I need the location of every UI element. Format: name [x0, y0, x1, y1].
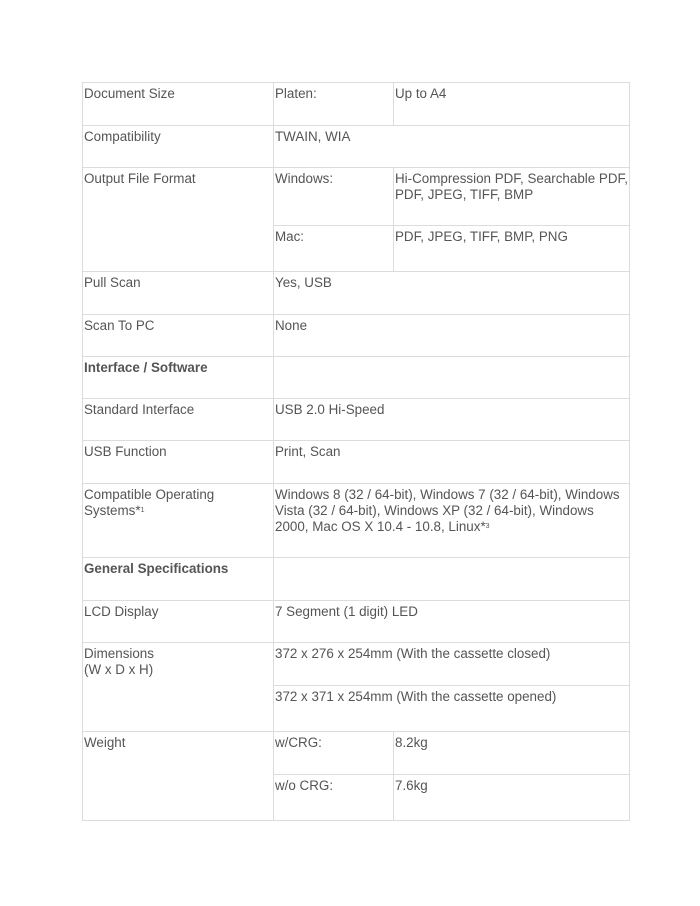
table-row: [83, 732, 630, 775]
row-sublabel: w/CRG:: [274, 732, 394, 775]
table-row: [83, 357, 630, 399]
table-row: [83, 315, 630, 357]
row-value-empty: [274, 558, 630, 601]
table-row: [83, 643, 630, 686]
table-row: [83, 168, 630, 226]
footnote-marker: 3: [485, 523, 490, 530]
table-row: [83, 272, 630, 315]
row-value: Up to A4: [394, 83, 630, 126]
row-value: 372 x 276 x 254mm (With the cassette closed): [274, 643, 630, 686]
table-row: [83, 441, 630, 484]
table-row: [83, 558, 630, 601]
table-row: [83, 83, 630, 126]
row-label: Pull Scan: [83, 272, 274, 315]
row-value: Yes, USB: [274, 272, 630, 315]
row-value: 7 Segment (1 digit) LED: [274, 601, 630, 643]
row-label: LCD Display: [83, 601, 274, 643]
row-value: [274, 484, 630, 558]
row-value: None: [274, 315, 630, 357]
row-label: Weight: [83, 732, 274, 821]
row-value: PDF, JPEG, TIFF, BMP, PNG: [394, 226, 630, 272]
row-sublabel: Platen:: [274, 83, 394, 126]
row-label-line: Dimensions: [84, 646, 154, 661]
table-row: [83, 484, 630, 558]
section-heading: Interface / Software: [83, 357, 274, 399]
section-heading: General Specifications: [83, 558, 274, 601]
row-label: Compatibility: [83, 126, 274, 168]
row-label-line: (W x D x H): [84, 662, 154, 677]
table-row: [83, 126, 630, 168]
row-label: Scan To PC: [83, 315, 274, 357]
row-value: USB 2.0 Hi-Speed: [274, 399, 630, 441]
footnote-marker: 1: [140, 507, 145, 514]
row-sublabel: Mac:: [274, 226, 394, 272]
row-label-text: Compatible Operating Systems*: [84, 487, 215, 518]
row-label: Output File Format: [83, 168, 274, 272]
row-label: [83, 484, 274, 558]
row-value: 372 x 371 x 254mm (With the cassette opened): [274, 686, 630, 732]
table-row: [83, 399, 630, 441]
row-value: Hi-Compression PDF, Searchable PDF, PDF, JPEG, TIFF, BMP: [394, 168, 630, 226]
row-value: 8.2kg: [394, 732, 630, 775]
row-label: USB Function: [83, 441, 274, 484]
row-sublabel: w/o CRG:: [274, 775, 394, 821]
row-label: [83, 643, 274, 732]
row-value: Print, Scan: [274, 441, 630, 484]
row-label: Standard Interface: [83, 399, 274, 441]
row-value: 7.6kg: [394, 775, 630, 821]
row-value: TWAIN, WIA: [274, 126, 630, 168]
row-sublabel: Windows:: [274, 168, 394, 226]
row-label: Document Size: [83, 83, 274, 126]
table-row: [83, 601, 630, 643]
row-value-text: Windows 8 (32 / 64-bit), Windows 7 (32 / 64-bit), Windows Vista (32 / 64-bit), Windows XP (32 / 64-bit), Windows 2000, Mac OS X 10.4 - 10.8, Linux*: [275, 487, 620, 534]
spec-table: [82, 82, 630, 821]
row-value-empty: [274, 357, 630, 399]
